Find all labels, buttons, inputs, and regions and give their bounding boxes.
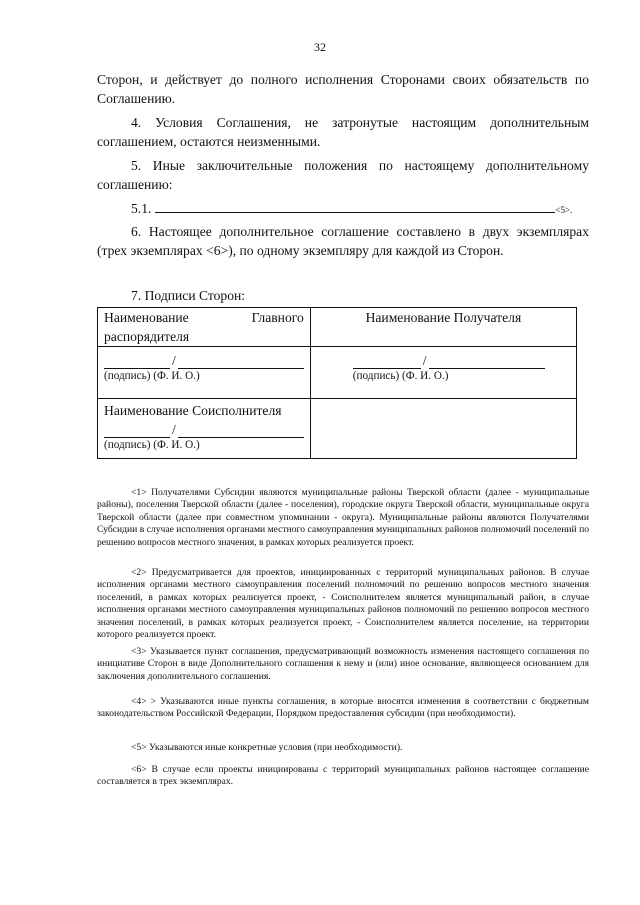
co-executor-label: Наименование Соисполнителя [104, 403, 282, 418]
paragraph-continuation: Сторон, и действует до полного исполнения Сторонами своих обязательств по Соглашению. [97, 72, 589, 106]
clause-5-1-label: 5.1. [131, 201, 152, 216]
footnote-4: <4> > Указываются иные пункты соглашения, в которые вносятся изменения в соответствии с бюджетным законодательством Российской Федерации, Порядком предоставления субсидии (при необходимости). [97, 696, 589, 720]
signature-slash: / [172, 422, 176, 437]
cell-main-manager-header [98, 308, 311, 347]
signature-slash: / [172, 353, 176, 368]
recipient-label: Наименование Получателя [365, 310, 522, 325]
cell-empty [310, 399, 576, 459]
signature-line [317, 353, 570, 369]
footnote-6: <6> В случае если проекты инициированы с территорий муниципальных районов настоящее соглашение составляется в трех экземплярах. [97, 764, 589, 788]
main-manager-label-right: Главного [251, 310, 304, 325]
signature-line [104, 353, 304, 369]
signature-caption: (подпись) (Ф. И. О.) [104, 370, 200, 382]
signature-caption: (подпись) (Ф. И. О.) [104, 439, 200, 451]
footnote-2: <2> Предусматривается для проектов, инициированных с территорий муниципальных районов. В случае исполнения органами местного самоуправления поселений полномочий по решению вопросов местного значения поселений, в рамках которых реализуется проект, - Соисполнителем является муниципальный район, в случае исполнения органами местного самоуправления муниципальных районов полномочий по решению вопросов местного значения поселений, в рамках которых реализуется проект, - Соисполнителем является поселение, на территории которого реализуется проект. [97, 567, 589, 641]
cell-recipient-signature [310, 347, 576, 399]
footnote-5: <5> Указываются иные конкретные условия (при необходимости). [131, 742, 403, 753]
paragraph-clause-5: 5. Иные заключительные положения по настоящему дополнительному соглашению: [97, 158, 589, 192]
paragraph-clause-7: 7. Подписи Сторон: [131, 288, 246, 303]
footnote-ref-5: <5>. [555, 205, 573, 215]
paragraph-clause-5-1 [97, 199, 589, 220]
signature-line [104, 422, 304, 438]
main-manager-label-line2: распорядителя [104, 329, 190, 344]
signature-table [97, 307, 577, 459]
cell-recipient-header [310, 308, 576, 347]
cell-main-manager-signature [98, 347, 311, 399]
clause-5-1-fill-line [155, 200, 555, 213]
signature-caption: (подпись) (Ф. И. О.) [352, 370, 449, 382]
main-manager-label-left: Наименование [104, 310, 189, 325]
footnote-1: <1> Получателями Субсидии являются муниципальные районы Тверской области (далее - муниципальные районы), поселения Тверской области (далее - поселения), городские округа Тверской области, муниципальные округа Тверской области (далее при совместном упоминании - округа). Муниципальные районы являются Получателями Субсидии в случае исполнения органами местного самоуправления муниципальных районов полномочий поселений по решению вопросов местного значения, в рамках которых реализуется проект. [97, 487, 589, 548]
footnote-3: <3> Указывается пункт соглашения, предусматривающий возможность изменения настоящего соглашения по инициативе Сторон в виде Дополнительного соглашения к нему и (или) иное основание, являющееся основанием для заключения дополнительного соглашения. [97, 646, 589, 682]
cell-co-executor [98, 399, 311, 459]
paragraph-clause-6: 6. Настоящее дополнительное соглашение составлено в двух экземплярах (трех экземплярах <6>), по одному экземпляру для каждой из Сторон. [97, 224, 589, 258]
paragraph-clause-4: 4. Условия Соглашения, не затронутые настоящим дополнительным соглашением, остаются неизменными. [97, 115, 589, 149]
signature-slash: / [422, 353, 427, 368]
page-number: 32 [314, 40, 326, 54]
